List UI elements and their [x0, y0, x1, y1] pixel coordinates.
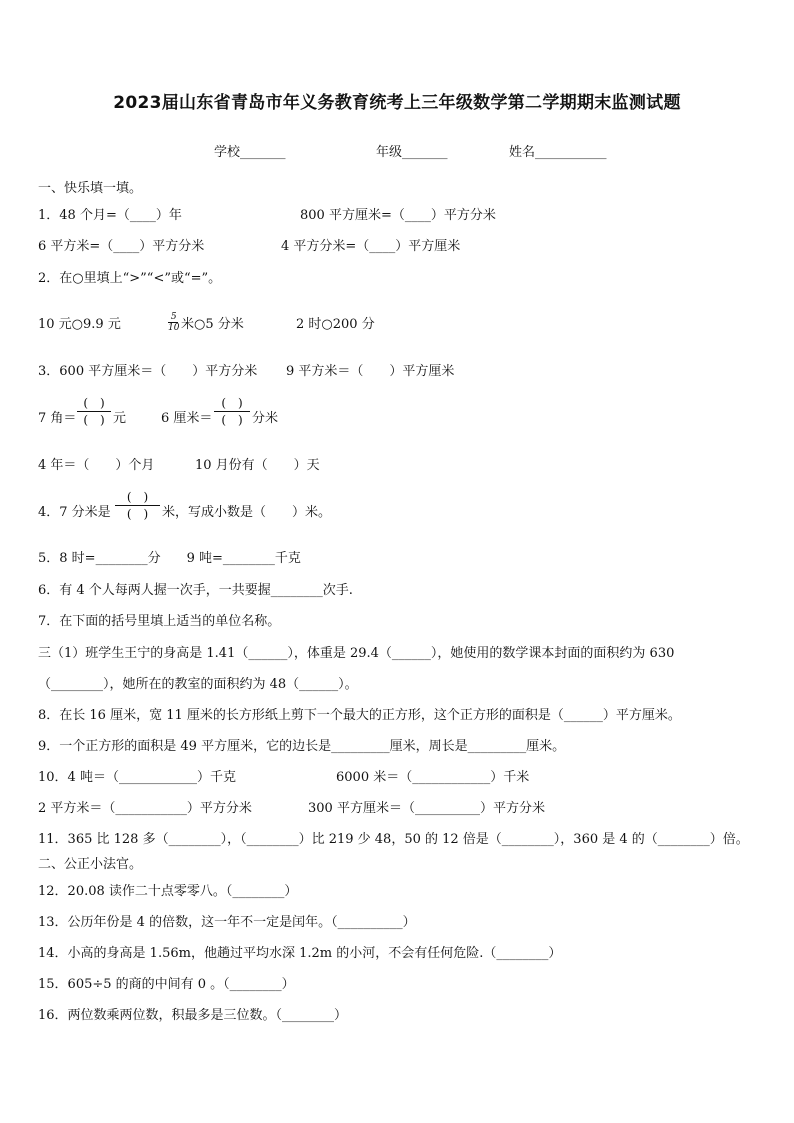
question-1c: 6 平方米=（____）平方分米 — [38, 239, 205, 254]
question-14: 14．小高的身高是 1.56m，他趟过平均水深 1.2m 的小河，不会有任何危险.（________） — [38, 946, 562, 961]
fraction-blank-4: ( ) ( ) — [115, 490, 160, 521]
question-13: 13．公历年份是 4 的倍数，这一年不一定是闰年。（__________） — [38, 915, 416, 930]
question-1b: 800 平方厘米=（____）平方分米 — [300, 208, 496, 223]
grade-field[interactable]: 年级_______ — [376, 145, 448, 160]
question-16: 16．两位数乘两位数，积最多是三位数。（________） — [38, 1008, 348, 1023]
question-3a: 3．600 平方厘米＝（ ）平方分米 — [38, 364, 258, 379]
question-2: 2．在○里填上“>”“<”或“=”。 — [38, 271, 222, 286]
question-7-line1: 三（1）班学生王宁的身高是 1.41（______），体重是 29.4（______），她使用的数学课本封面的面积约为 630 — [38, 646, 675, 661]
question-2a: 10 元○9.9 元 — [38, 317, 121, 332]
question-1d: 4 平方分米=（____）平方厘米 — [281, 239, 461, 254]
school-field[interactable]: 学校_______ — [214, 145, 286, 160]
fraction-blank-3d: ( ) ( ) — [214, 396, 250, 427]
question-1a: 1．48 个月=（____）年 — [38, 208, 182, 223]
question-15: 15．605÷5 的商的中间有 0 。（________） — [38, 977, 295, 992]
question-10c: 2 平方米＝（___________）平方分米 — [38, 801, 252, 816]
question-3d-suffix: 分米 — [252, 411, 279, 426]
section-heading-1: 一、快乐填一填。 — [38, 181, 143, 196]
question-10a: 10．4 吨＝（____________）千克 — [38, 770, 236, 785]
name-field[interactable]: 姓名___________ — [509, 145, 607, 160]
question-7: 7．在下面的括号里填上适当的单位名称。 — [38, 614, 281, 629]
question-4-prefix: 4．7 分米是 — [38, 505, 111, 520]
section-heading-2: 二、公正小法官。 — [38, 857, 143, 872]
page-title: 2023届山东省青岛市年义务教育统考上三年级数学第二学期期末监测试题 — [113, 93, 681, 113]
question-10d: 300 平方厘米＝（__________）平方分米 — [308, 801, 545, 816]
fraction-blank-3c: ( ) ( ) — [77, 396, 111, 427]
question-4-suffix: 米，写成小数是（ ）米。 — [162, 505, 332, 520]
question-3d-prefix: 6 厘米＝ — [161, 411, 213, 426]
question-11: 11．365 比 128 多（________），（________）比 219 少 48，50 的 12 倍是（________），360 是 4 的（________）倍。 — [38, 832, 749, 847]
question-3f: 10 月份有（ ）天 — [195, 458, 320, 473]
question-8: 8．在长 16 厘米，宽 11 厘米的长方形纸上剪下一个最大的正方形，这个正方形的面积是（______）平方厘米。 — [38, 708, 681, 723]
question-3b: 9 平方米＝（ ）平方厘米 — [286, 364, 455, 379]
question-12: 12．20.08 读作二十点零零八。（________） — [38, 884, 298, 899]
student-info-row — [0, 141, 794, 159]
question-5: 5．8 时=________分 9 吨=________千克 — [38, 551, 301, 566]
fraction-5-10: 5 10 — [168, 312, 180, 333]
question-10b: 6000 米＝（____________）千米 — [336, 770, 530, 785]
question-3c-suffix: 元 — [113, 411, 127, 426]
question-2b: 米○5 分米 — [181, 317, 244, 332]
question-3c-prefix: 7 角＝ — [38, 411, 77, 426]
question-3e: 4 年＝（ ）个月 — [38, 458, 155, 473]
question-9: 9．一个正方形的面积是 49 平方厘米，它的边长是_________厘米，周长是_________厘米。 — [38, 739, 566, 754]
question-2c: 2 时○200 分 — [296, 317, 375, 332]
question-6: 6．有 4 个人每两人握一次手，一共要握________次手. — [38, 583, 353, 598]
question-7-line2: （________），她所在的教室的面积约为 48（______）。 — [38, 677, 358, 692]
